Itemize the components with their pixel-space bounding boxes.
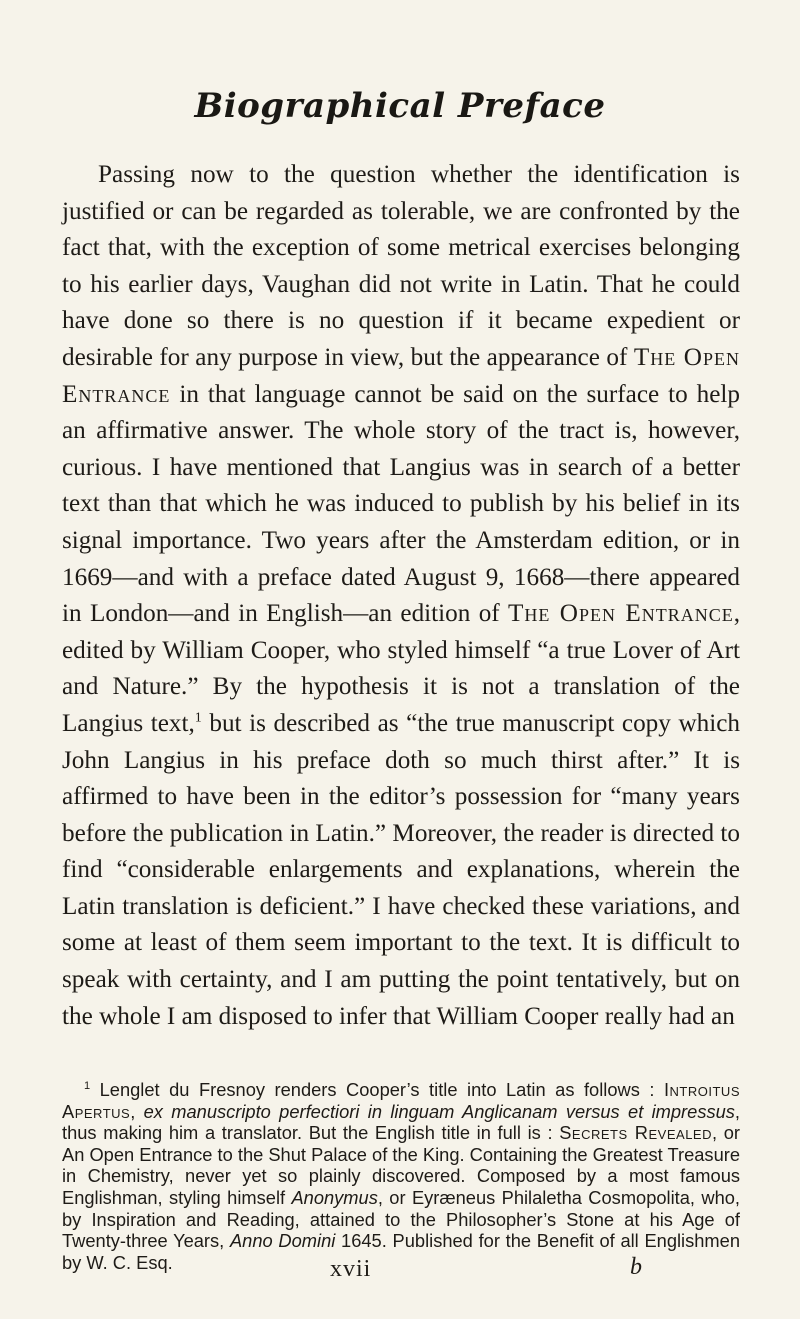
latin-subtitle: ex manuscripto perfectiori in linguam Anglicanam versus et impressus [143,1100,735,1122]
paragraph [62,157,740,1035]
text-segment: , edited by William Cooper, who styled himself “a true Lover of Art and Nature.” By the hypothesis it is not a translation of the Langius text, [62,600,740,737]
signature-mark: b [630,1254,642,1280]
footnote-reference: 1 [194,710,202,726]
text-segment: but is described as “the true manuscript copy which John Langius in his preface doth so much thirst after.” It is affirmed to have been in the editor’s possession for “many years before the publication in Latin.” Moreover, the reader is directed to find “considerable enlargements and explanations, wherein the Latin translation is deficient.” I have checked these variations, and some at least of them seem important to the text. It is difficult to speak with certainty, and I am putting the point tentatively, but on the whole I am disposed to infer that William Cooper really had an [62,709,741,1030]
text-segment: in that language cannot be said on the surface to help an affirmative answer. The whole story of the tract is, however, curious. I have mentioned that Langius was in search of a better text than that which he was induced to publish by his belief in its signal importance. Two years after the Amsterdam edition, or in 1669—and with a preface dated August 9, 1668—there appeared in London—and in English—an edition of [62,380,740,628]
english-title: Secrets Revealed [559,1122,712,1144]
footnote-segment: Lenglet du Fresnoy renders Cooper’s title into Latin as follows : [90,1079,664,1100]
footnote [62,1079,740,1273]
footnote-marker: 1 [84,1079,91,1092]
main-text [62,157,740,1035]
footnote-segment: , [130,1100,144,1122]
pseudonym: Anonymus [291,1186,378,1208]
footnote-segment: 1645. Published for the Benefit of all Englishmen by W. C. Esq. [62,1230,740,1273]
footnote-text [62,1079,740,1273]
text-segment: Passing now to the question whether the identification is justified or can be regarded as tolerable, we are confronted by the fact that, with the exception of some metrical exercises belonging to his earlier days, Vaughan did not write in Latin. That he could have done so there is no question if it became expedient or desirable for any purpose in view, but the appearance of [62,161,740,371]
work-title: The Open Entrance [508,600,734,628]
page-number: xvii [330,1256,372,1282]
footnote-segment: , or An Open Entrance to the Shut Palace of the King. Containing the Greatest Treasure in Chemistry, never yet so plainly discovered. Composed by a most famous Englishman, styling himself [62,1122,741,1208]
anno-domini: Anno Domini [229,1230,336,1252]
footnote-segment: , thus making him a translator. But the English title in full is : [62,1100,740,1144]
footnote-segment: , or Eyræneus Philaletha Cosmopolita, who, by Inspiration and Reading, attained to the Philosopher’s Stone at his Age of Twenty-three Years, [62,1186,740,1252]
work-title: The Open Entrance [62,343,740,408]
latin-title: Introitus Apertus [62,1079,740,1122]
running-head: Biographical Preface [194,86,606,126]
